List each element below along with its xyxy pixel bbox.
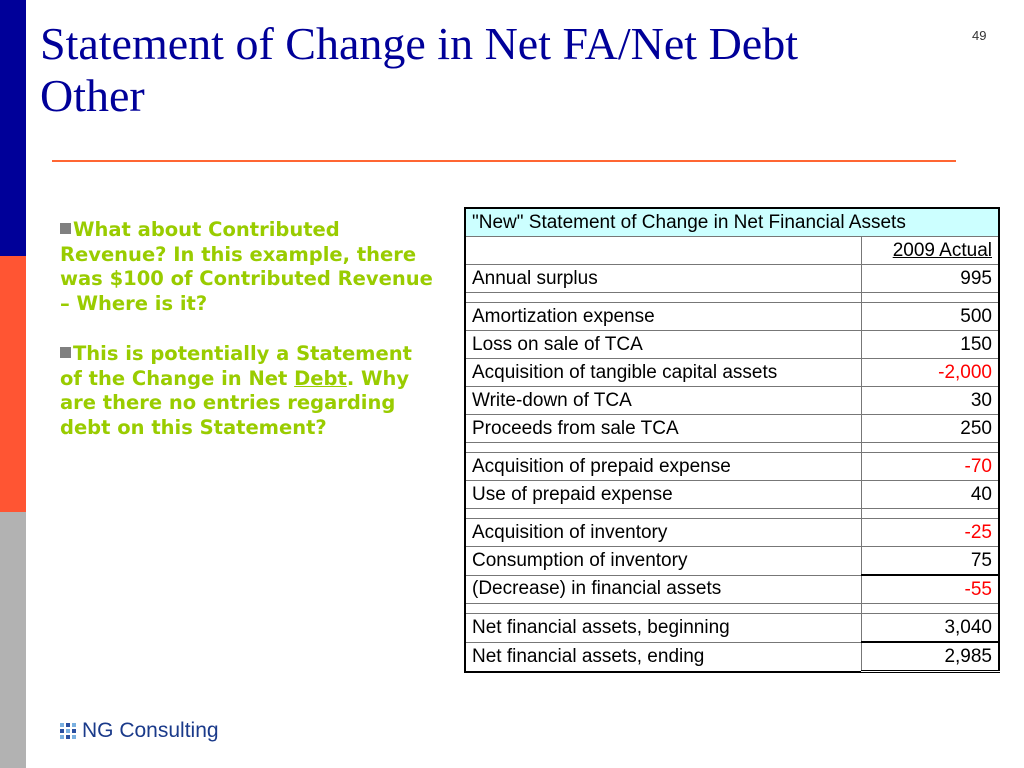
left-band-orange — [0, 256, 26, 512]
row-label: Annual surplus — [465, 265, 862, 293]
row-value: 75 — [862, 547, 1000, 576]
ng-consulting-logo — [60, 719, 219, 743]
row-value: 995 — [862, 265, 1000, 293]
bullet-item — [60, 342, 436, 440]
row-value: -70 — [862, 453, 1000, 481]
logo-text: NG Consulting — [82, 719, 219, 742]
spacer-row — [465, 443, 999, 453]
table-row — [465, 265, 999, 293]
left-band-gray — [0, 512, 26, 768]
row-label: Net financial assets, beginning — [465, 614, 862, 643]
bullet-list — [60, 218, 436, 466]
bullet-text: What about Contributed Revenue? In this example, there was $100 of Contributed Revenue – Where is it? — [60, 218, 433, 315]
row-value: -2,000 — [862, 359, 1000, 387]
slide-title — [40, 18, 990, 122]
table-title-row — [465, 208, 999, 237]
spacer-row — [465, 293, 999, 303]
column-header-2009-actual: 2009 Actual — [862, 237, 1000, 265]
row-label: Consumption of inventory — [465, 547, 862, 576]
table-header-blank — [465, 237, 862, 265]
row-label: Acquisition of prepaid expense — [465, 453, 862, 481]
title-line-1: Statement of Change in Net FA/Net Debt — [40, 18, 798, 69]
table-title: "New" Statement of Change in Net Financial Assets — [465, 208, 999, 237]
table-row — [465, 481, 999, 509]
row-label: Acquisition of inventory — [465, 519, 862, 547]
table-row — [465, 387, 999, 415]
table-row — [465, 415, 999, 443]
slide-number: 49 — [972, 28, 987, 43]
spacer-row — [465, 604, 999, 614]
row-label: (Decrease) in financial assets — [465, 575, 862, 604]
bullet-text-after: . Why are there no entries regarding debt on this Statement? — [60, 366, 410, 439]
row-value: 2,985 — [862, 642, 1000, 672]
row-label: Proceeds from sale TCA — [465, 415, 862, 443]
table-row — [465, 359, 999, 387]
square-bullet-icon — [60, 223, 71, 234]
table-header-row — [465, 237, 999, 265]
net-financial-assets-table — [464, 207, 1000, 673]
title-line-2: Other — [40, 70, 145, 121]
table-row — [465, 614, 999, 643]
bullet-text-underlined: Debt — [294, 366, 347, 390]
row-value: -25 — [862, 519, 1000, 547]
table-row — [465, 331, 999, 359]
row-value: 40 — [862, 481, 1000, 509]
row-value: 250 — [862, 415, 1000, 443]
left-band-blue — [0, 0, 26, 256]
table-row — [465, 303, 999, 331]
row-label: Acquisition of tangible capital assets — [465, 359, 862, 387]
row-label: Write-down of TCA — [465, 387, 862, 415]
bullet-text-before: This is potentially a Statement of the Change in Net — [60, 342, 412, 390]
square-bullet-icon — [60, 347, 71, 358]
ng-consulting-logo-icon — [60, 723, 76, 739]
row-label: Use of prepaid expense — [465, 481, 862, 509]
table-row — [465, 453, 999, 481]
table-row — [465, 642, 999, 672]
row-label: Amortization expense — [465, 303, 862, 331]
table-row — [465, 547, 999, 576]
row-label: Loss on sale of TCA — [465, 331, 862, 359]
row-value: -55 — [862, 575, 1000, 604]
title-divider — [52, 160, 956, 162]
row-value: 500 — [862, 303, 1000, 331]
row-value: 3,040 — [862, 614, 1000, 643]
table-row — [465, 575, 999, 604]
row-value: 150 — [862, 331, 1000, 359]
row-value: 30 — [862, 387, 1000, 415]
spacer-row — [465, 509, 999, 519]
bullet-item — [60, 218, 436, 316]
table-row — [465, 519, 999, 547]
row-label: Net financial assets, ending — [465, 642, 862, 672]
